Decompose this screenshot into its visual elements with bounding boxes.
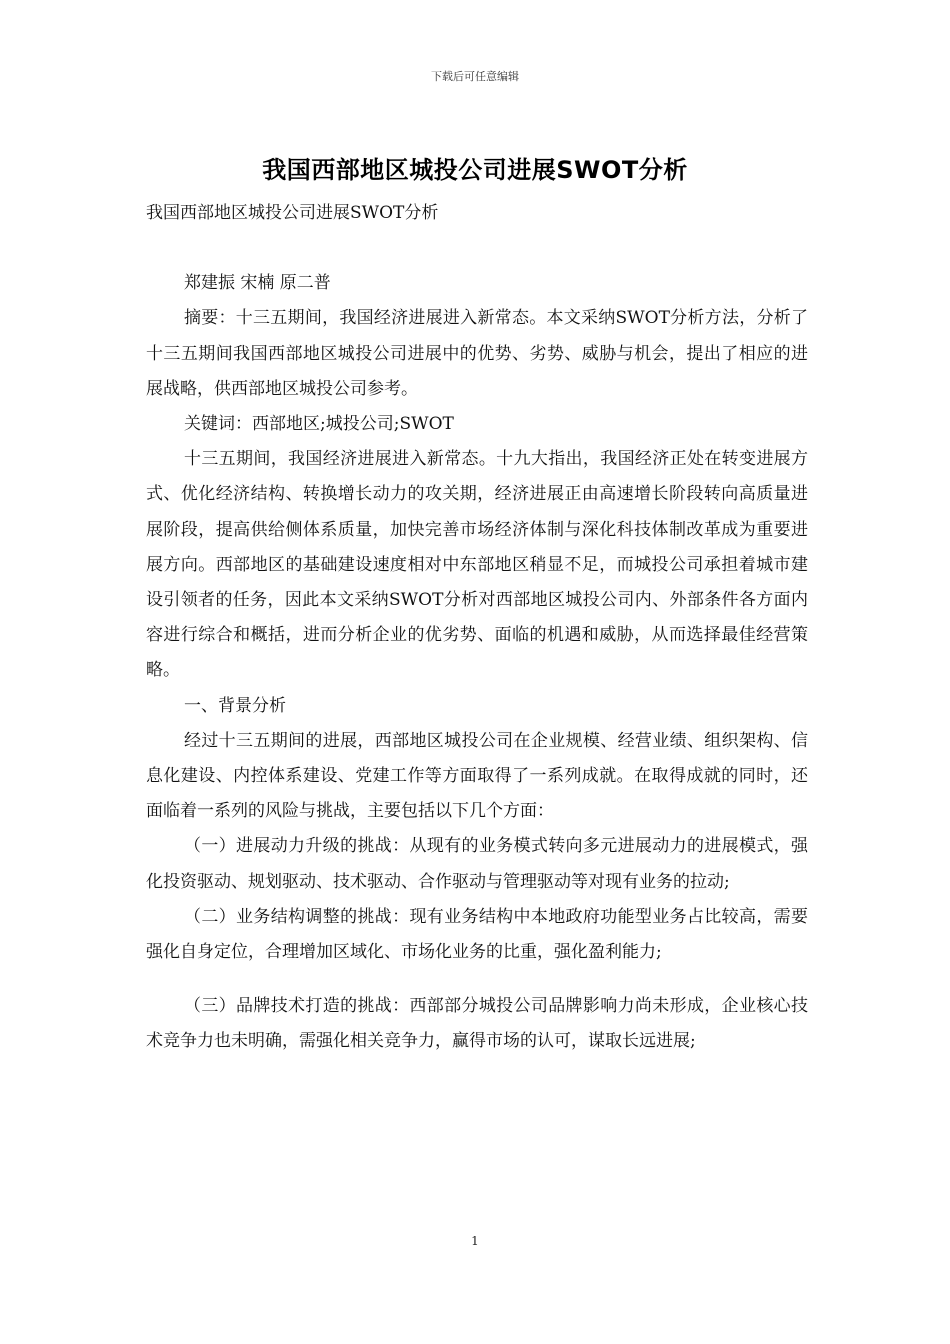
- page-number: 1: [471, 1234, 479, 1248]
- page-header: 下载后可任意编辑: [431, 70, 519, 83]
- list-item: （一）进展动力升级的挑战：从现有的业务模式转向多元进展动力的进展模式，强化投资驱动、规划驱动、技术驱动、合作驱动与管理驱动等对现有业务的拉动;: [146, 836, 808, 892]
- section-heading: 一、背景分析: [184, 695, 286, 716]
- section-paragraph: 经过十三五期间的进展，西部地区城投公司在企业规模、经营业绩、组织架构、信息化建设、内控体系建设、党建工作等方面取得了一系列成就。在取得成就的同时，还面临着一系列的风险与挑战，主要包括以下几个方面：: [146, 730, 808, 822]
- list-item: （三）品牌技术打造的挑战：西部部分城投公司品牌影响力尚未形成，企业核心技术竞争力也未明确，需强化相关竞争力，赢得市场的认可，谋取长远进展;: [146, 996, 808, 1052]
- blank-line: [146, 231, 808, 266]
- document-body: [146, 196, 808, 1060]
- list-item: （二）业务结构调整的挑战：现有业务结构中本地政府功能型业务占比较高，需要强化自身定位，合理增加区域化、市场化业务的比重，强化盈利能力;: [146, 906, 808, 963]
- keywords-line: 关键词：西部地区;城投公司;SWOT: [184, 414, 454, 435]
- authors: 郑建振 宋楠 原二普: [184, 273, 331, 294]
- subtitle: 我国西部地区城投公司进展SWOT分析: [146, 203, 439, 223]
- document-title: 我国西部地区城投公司进展SWOT分析: [262, 156, 688, 184]
- abstract-paragraph: 摘要：十三五期间，我国经济进展进入新常态。本文采纳SWOT分析方法，分析了十三五期间我国西部地区城投公司进展中的优势、劣势、威胁与机会，提出了相应的进展战略，供西部地区城投公司参考。: [146, 308, 808, 399]
- blank-line: [146, 970, 808, 989]
- intro-paragraph: 十三五期间，我国经济进展进入新常态。十九大指出，我国经济正处在转变进展方式、优化经济结构、转换增长动力的攻关期，经济进展正由高速增长阶段转向高质量进展阶段，提高供给侧体系质量，加快完善市场经济体制与深化科技体制改革成为重要进展方向。西部地区的基础建设速度相对中东部地区稍显不足，而城投公司承担着城市建设引领者的任务，因此本文采纳SWOT分析对西部地区城投公司内、外部条件各方面内容进行综合和概括，进而分析企业的优劣势、面临的机遇和威胁，从而选择最佳经营策略。: [146, 449, 808, 681]
